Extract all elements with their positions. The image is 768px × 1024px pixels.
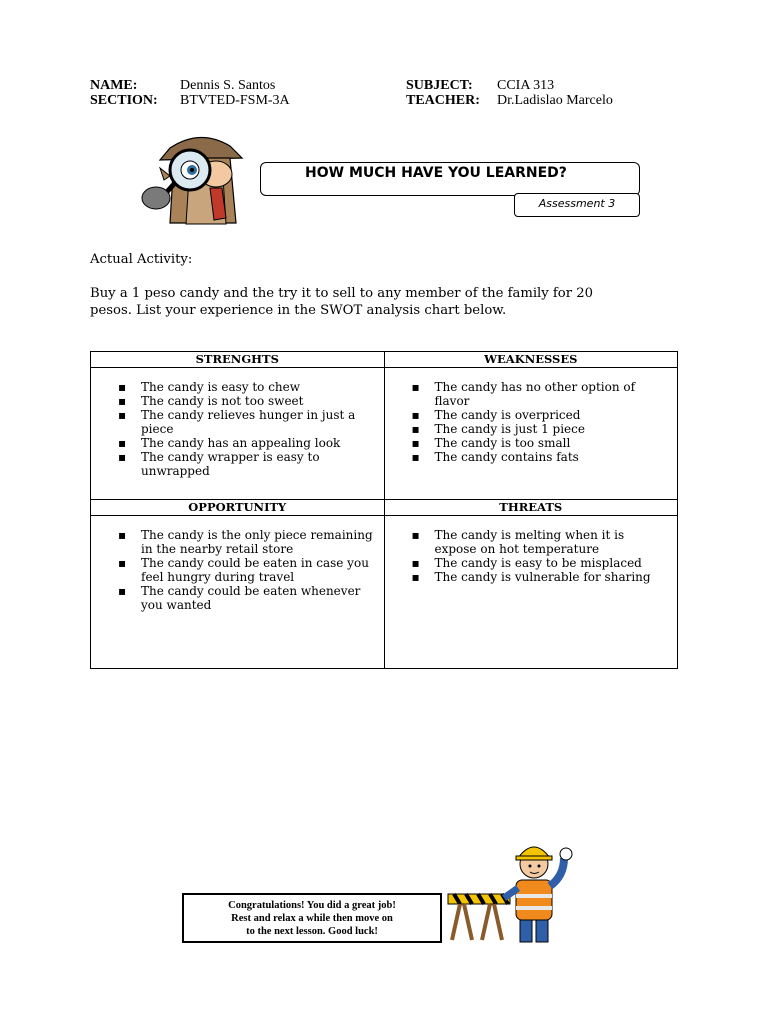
assessment-badge: Assessment 3	[514, 193, 640, 217]
opportunity-header: OPPORTUNITY	[91, 500, 385, 516]
list-item: ▪ The candy contains fats	[435, 450, 670, 464]
list-item: ▪ The candy is too small	[435, 436, 670, 450]
list-item: ▪ The candy could be eaten whenever you wanted	[141, 584, 376, 612]
list-item: ▪ The candy has no other option of flavor	[435, 380, 670, 408]
opportunity-cell	[91, 516, 385, 669]
strengths-list	[91, 380, 376, 478]
name-value: Dennis S. Santos	[180, 78, 276, 93]
activity-heading: Actual Activity:	[90, 252, 193, 267]
list-item: ▪ The candy is just 1 piece	[435, 422, 670, 436]
threats-header: THREATS	[384, 500, 678, 516]
list-item: ▪ The candy is melting when it is expose on hot temperature	[435, 528, 670, 556]
congrats-line-3: to the next lesson. Good luck!	[246, 926, 378, 937]
banner-title-box	[260, 162, 640, 196]
threats-list	[385, 528, 670, 584]
list-item: ▪ The candy relieves hunger in just a piece	[141, 408, 376, 436]
teacher-value: Dr.Ladislao Marcelo	[497, 93, 613, 108]
section-label: SECTION:	[90, 93, 158, 108]
weaknesses-list	[385, 380, 670, 464]
list-item: ▪ The candy is vulnerable for sharing	[435, 570, 670, 584]
weaknesses-cell	[384, 368, 678, 500]
list-item: ▪ The candy is the only piece remaining in the nearby retail store	[141, 528, 376, 556]
subject-label: SUBJECT:	[406, 78, 473, 93]
list-item: ▪ The candy is easy to chew	[141, 380, 376, 394]
banner-title: HOW MUCH HAVE YOU LEARNED?	[305, 165, 567, 181]
strengths-header: STRENGHTS	[91, 352, 385, 368]
subject-value: CCIA 313	[497, 78, 555, 93]
swot-table	[90, 351, 678, 669]
list-item: ▪ The candy has an appealing look	[141, 436, 376, 450]
congratulations-box	[182, 893, 442, 943]
threats-cell	[384, 516, 678, 669]
list-item: ▪ The candy could be eaten in case you feel hungry during travel	[141, 556, 376, 584]
congrats-line-2: Rest and relax a while then move on	[231, 913, 393, 924]
activity-instructions-line1: Buy a 1 peso candy and the try it to sell to any member of the family for 20	[90, 286, 594, 301]
strengths-cell	[91, 368, 385, 500]
list-item: ▪ The candy is not too sweet	[141, 394, 376, 408]
name-label: NAME:	[90, 78, 138, 93]
congrats-line-1: Congratulations! You did a great job!	[228, 900, 396, 911]
teacher-label: TEACHER:	[406, 93, 480, 108]
list-item: ▪ The candy is overpriced	[435, 408, 670, 422]
construction-worker-icon	[446, 836, 586, 948]
weaknesses-header: WEAKNESSES	[384, 352, 678, 368]
list-item: ▪ The candy wrapper is easy to unwrapped	[141, 450, 376, 478]
list-item: ▪ The candy is easy to be misplaced	[435, 556, 670, 570]
activity-instructions-line2: pesos. List your experience in the SWOT analysis chart below.	[90, 303, 507, 318]
opportunity-list	[91, 528, 376, 612]
section-value: BTVTED-FSM-3A	[180, 93, 290, 108]
